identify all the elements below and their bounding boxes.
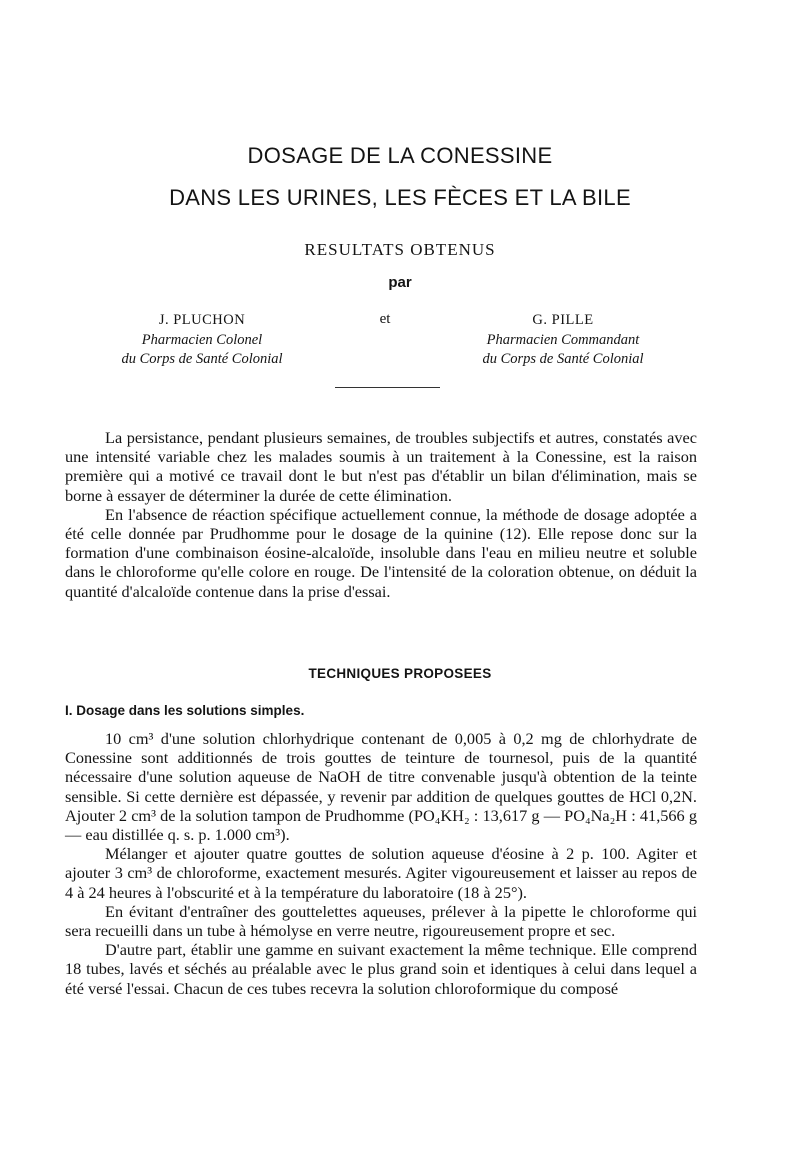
- paragraph: En l'absence de réaction spécifique actuellement connue, la méthode de dosage adoptée a été celle donnée par Prudhomme pour le dosage de la quinine (12). Elle repose donc sur la formation d'une combinaison éosine-alcaloïde, insoluble dans l'eau en milieu neutre et soluble dans le chloroforme qu'elle colore en rouge. De l'intensité de la coloration obtenue, on déduit la quantité d'alcaloïde contenue dans la prise d'essai.: [65, 504, 697, 601]
- title-line-1: DOSAGE DE LA CONESSINE: [247, 143, 553, 168]
- paragraph: En évitant d'entraîner des gouttelettes aqueuses, prélever à la pipette le chloroforme qui sera recueilli dans un tube à hémolyse en verre neutre, rigoureusement propre et sec.: [65, 901, 697, 941]
- intro-text: [65, 428, 697, 601]
- author-name: J. PLUCHON: [158, 312, 246, 328]
- section-text: [65, 729, 697, 998]
- by-label: par: [388, 274, 412, 291]
- section-heading: TECHNIQUES PROPOSEES: [308, 666, 492, 681]
- paragraph: D'autre part, établir une gamme en suivant exactement la même technique. Elle comprend 18 tubes, lavés et séchés au préalable avec le plus grand soin et identiques à celui dans lequel a été versé l'essai. Chacun de ces tubes recevra la solution chloroformique du composé: [65, 940, 697, 998]
- paragraph: 10 cm³ d'une solution chlorhydrique contenant de 0,005 à 0,2 mg de chlorhydrate de Conessine sont additionnés de trois gouttes de teinture de tournesol, puis de la quantité nécessaire d'une solution aqueuse de NaOH de titre convenable jusqu'à obtention de la teinte sensible. Si cette dernière est dépassée, y revenir par addition de quelques gouttes de HCl 0,2N. Ajouter 2 cm³ de la solution tampon de Prudhomme (PO₄KH₂ : 13,617 g — PO₄Na₂H : 41,566 g — eau distillée q. s. p. 1.000 cm³).: [65, 729, 697, 845]
- separator-rule: [335, 387, 440, 388]
- title-line-2: DANS LES URINES, LES FÈCES ET LA BILE: [169, 185, 631, 210]
- author-name: G. PILLE: [532, 312, 594, 328]
- paragraph: Mélanger et ajouter quatre gouttes de solution aqueuse d'éosine à 2 p. 100. Agiter et ajouter 3 cm³ de chloroforme, exactement mesurés. Agiter vigoureusement et laisser au repos de 4 à 24 heures à l'obscurité et à la température du laboratoire (18 à 25°).: [65, 844, 697, 902]
- subtitle: RESULTATS OBTENUS: [304, 240, 496, 259]
- paragraph: La persistance, pendant plusieurs semaines, de troubles subjectifs et autres, constatés avec une intensité variable chez les malades soumis à un traitement à la Conessine, est la raison première qui a motivé ce travail dont le but n'est pas d'établir un bilan d'élimination, mais se borne à essayer de déterminer la durée de cette élimination.: [65, 428, 697, 505]
- author-role: Pharmacien Colonel: [141, 332, 263, 348]
- subsection-heading: I. Dosage dans les solutions simples.: [65, 703, 305, 718]
- author-corps: du Corps de Santé Colonial: [121, 351, 283, 367]
- author-2: [413, 312, 713, 370]
- author-1: [52, 312, 352, 370]
- author-role: Pharmacien Commandant: [486, 332, 640, 348]
- and-label: et: [379, 311, 391, 327]
- author-corps: du Corps de Santé Colonial: [482, 351, 644, 367]
